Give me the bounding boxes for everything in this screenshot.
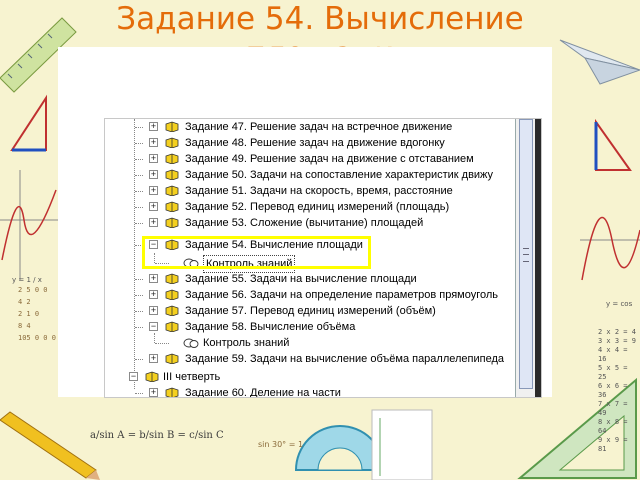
tree-child-item[interactable] — [105, 335, 515, 351]
mult-row: 5 x 5 = 25 — [598, 364, 628, 381]
svg-text:105 0 0 0: 105 0 0 0 — [18, 334, 56, 342]
triangle-drawing-icon — [12, 98, 46, 150]
function-graph-icon-right — [580, 218, 640, 281]
tree-item[interactable] — [105, 135, 515, 151]
tree-item[interactable] — [105, 215, 515, 231]
tree-item-label: III четверть — [163, 371, 221, 383]
mult-row: 3 x 3 = 9 — [598, 337, 636, 345]
triangle-drawing-icon-right — [596, 122, 630, 170]
book-icon — [145, 371, 159, 382]
tree-item[interactable] — [105, 351, 515, 367]
tree-root-item[interactable] — [105, 369, 515, 385]
highlight-frame — [142, 236, 371, 269]
tree-item-label: Задание 55. Задачи на вычисление площади — [185, 273, 417, 285]
law-a: a — [90, 430, 96, 441]
expand-icon[interactable]: + — [150, 273, 157, 283]
expand-icon[interactable]: + — [150, 121, 157, 131]
protractor-icon — [296, 426, 384, 470]
slide-title-line1: Задание 54. Вычисление — [116, 1, 524, 37]
note-icon — [183, 337, 199, 349]
tree-item-label: Задание 49. Решение задач на движение с отставанием — [185, 153, 474, 165]
tree-item-label: Задание 47. Решение задач на встречное движение — [185, 121, 453, 133]
tree-item-label: Задание 57. Перевод единиц измерений (объём) — [185, 305, 436, 317]
tree-item-label: Задание 48. Решение задач на движение вдогонку — [185, 137, 445, 149]
law-b: b — [139, 430, 146, 441]
book-icon — [165, 185, 179, 196]
pencil-icon — [0, 412, 100, 480]
book-icon — [165, 387, 179, 397]
book-icon — [165, 217, 179, 228]
arithmetic-column-icon — [18, 286, 56, 342]
collapse-icon[interactable]: − — [150, 321, 157, 331]
svg-text:2 5 0 0: 2 5 0 0 — [18, 286, 48, 294]
expand-icon[interactable]: + — [150, 153, 157, 163]
function-graph-icon — [0, 170, 58, 280]
expand-icon[interactable]: + — [150, 305, 157, 315]
tree-item[interactable] — [105, 303, 515, 319]
tree-item[interactable] — [105, 385, 515, 397]
tree-item-expanded[interactable] — [105, 319, 515, 335]
tree-item[interactable] — [105, 271, 515, 287]
tree-item[interactable] — [105, 167, 515, 183]
grip-icon — [523, 248, 529, 262]
tree-item[interactable] — [105, 183, 515, 199]
expand-icon[interactable]: + — [150, 289, 157, 299]
tree-item-label: Задание 51. Задачи на скорость, время, расстояние — [185, 185, 453, 197]
mult-row: 7 x 7 = 49 — [598, 400, 628, 417]
window-edge — [535, 119, 541, 397]
tree-item-label: Задание 54. Вычисление площади — [185, 239, 363, 251]
svg-text:8 4: 8 4 — [18, 322, 31, 330]
mult-row: 4 x 4 = 16 — [598, 346, 628, 363]
scrollbar-thumb[interactable] — [519, 119, 533, 389]
book-icon — [165, 201, 179, 212]
formula-sin: sin 30° = 1 — [258, 440, 304, 449]
tree-item[interactable] — [105, 199, 515, 215]
book-icon — [165, 169, 179, 180]
expand-icon[interactable]: + — [150, 169, 157, 179]
mult-row: 6 x 6 = 36 — [598, 382, 628, 399]
collapse-icon[interactable]: − — [130, 371, 137, 381]
book-icon — [165, 289, 179, 300]
tree-item[interactable] — [105, 287, 515, 303]
expand-icon[interactable]: + — [150, 137, 157, 147]
tree-item-label: Задание 56. Задачи на определение параметров прямоуголь — [185, 289, 499, 301]
tree-item-label: Задание 50. Задачи на сопоставление характеристик движу — [185, 169, 494, 181]
tree-item[interactable] — [105, 119, 515, 135]
formula-y-cos: y = cos — [606, 300, 633, 308]
collapse-icon[interactable]: − — [150, 239, 157, 249]
tree-item-label: Задание 58. Вычисление объёма — [185, 321, 356, 333]
tree-item[interactable] — [105, 151, 515, 167]
law-sinC: sin C — [198, 430, 224, 441]
expand-icon[interactable]: + — [150, 353, 157, 363]
svg-text:4 2: 4 2 — [18, 298, 31, 306]
mult-row: 2 x 2 = 4 — [598, 328, 636, 336]
law-of-sines: a/sin A = b/sin B = c/sin C — [90, 430, 224, 441]
law-sinB: sin B — [149, 430, 175, 441]
svg-text:2 1 0: 2 1 0 — [18, 310, 40, 318]
book-icon — [165, 121, 179, 132]
expand-icon[interactable]: + — [150, 217, 157, 227]
mult-row: 8 x 8 = 64 — [598, 418, 628, 435]
book-icon — [165, 353, 179, 364]
book-icon — [165, 137, 179, 148]
mult-row: 9 x 9 = 81 — [598, 436, 628, 453]
formula-notes-icon — [372, 410, 432, 480]
expand-icon[interactable]: + — [150, 185, 157, 195]
law-sinA: sin A — [99, 430, 125, 441]
book-icon — [165, 321, 179, 332]
expand-icon[interactable]: + — [150, 201, 157, 211]
tree-item-label: Задание 53. Сложение (вычитание) площадей — [185, 217, 424, 229]
book-icon — [165, 153, 179, 164]
multiplication-table — [598, 328, 640, 454]
book-icon — [165, 273, 179, 284]
law-c: c — [189, 430, 195, 441]
tree-item-label: Задание 52. Перевод единиц измерений (площадь) — [185, 201, 450, 213]
tree-item-label: Задание 59. Задачи на вычисление объёма параллелепипеда — [185, 353, 505, 365]
tree-item-label: Контроль знаний — [203, 337, 290, 349]
vertical-scrollbar[interactable] — [515, 119, 541, 397]
formula-y-inverse: y = 1 / x — [12, 276, 42, 284]
tree-item-label: Контроль знаний — [203, 255, 295, 273]
expand-icon[interactable]: + — [150, 387, 157, 397]
book-icon — [165, 305, 179, 316]
tree-item-label: Задание 60. Деление на части — [185, 387, 341, 397]
